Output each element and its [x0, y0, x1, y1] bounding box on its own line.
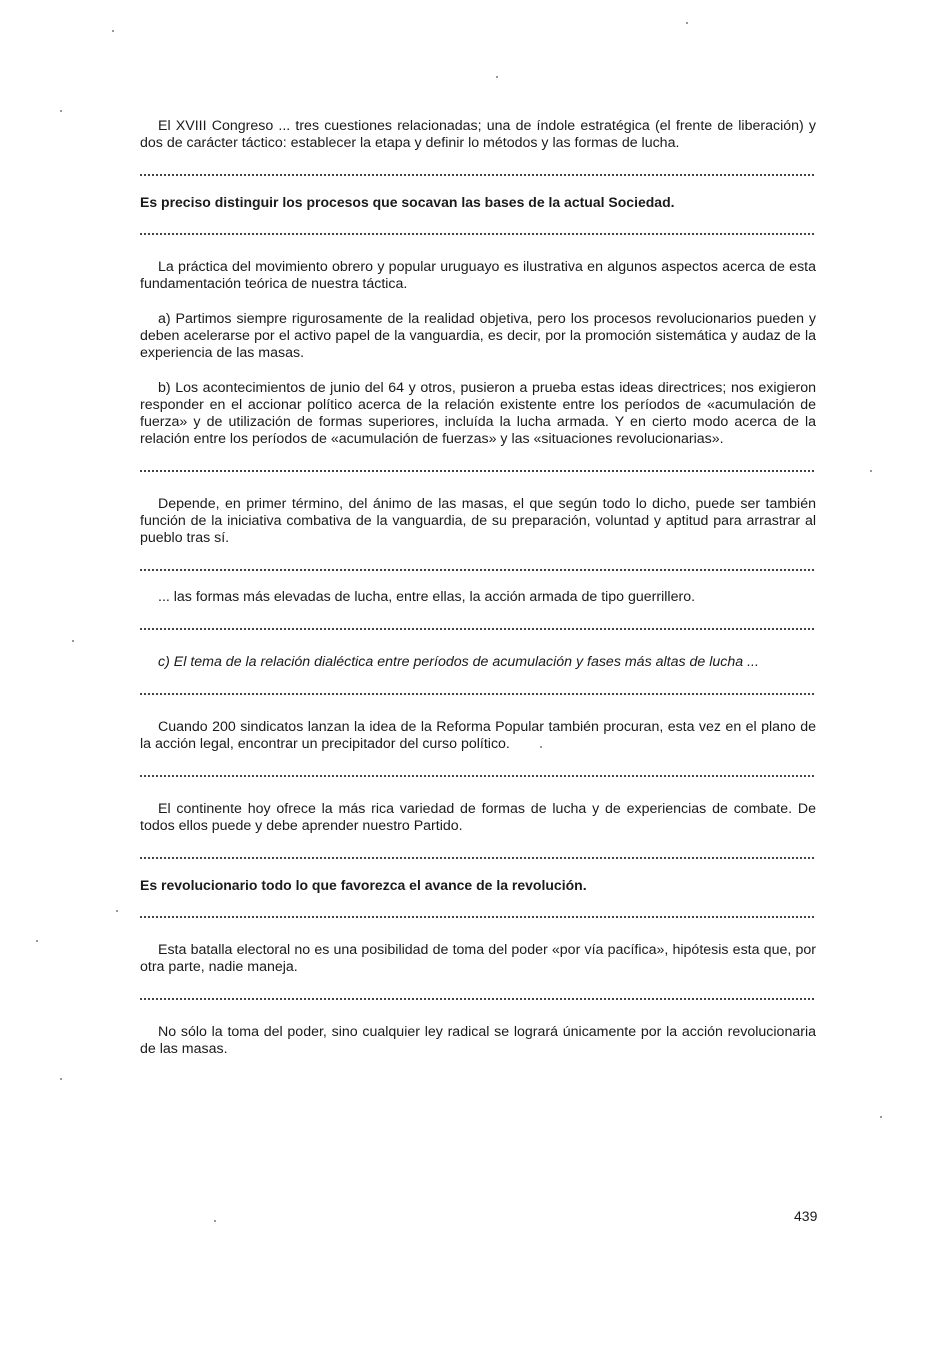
paragraph-batalla-electoral: Esta batalla electoral no es una posibilidad de toma del poder «por vía pacífica», hipótesis esta que, por otra parte, nadie maneja. [140, 942, 816, 975]
paragraph-xviii-congreso: El XVIII Congreso ... tres cuestiones relacionadas; una de índole estratégica (el frente de liberación) y dos de carácter táctico: establecer la etapa y definir lo métodos y las formas de lucha. [140, 118, 816, 151]
scan-speck [870, 470, 872, 472]
scan-speck [214, 1220, 216, 1222]
ellipsis-divider [140, 847, 814, 859]
paragraph-practica-movimiento: La práctica del movimiento obrero y popular uruguayo es ilustrativa en algunos aspectos acerca de esta fundamentación teórica de nuestra táctica. [140, 259, 816, 292]
paragraph-toma-del-poder: No sólo la toma del poder, sino cualquier ley radical se logrará únicamente por la acción revolucionaria de las masas. [140, 1024, 816, 1057]
page-number: 439 [794, 1208, 818, 1224]
text-column [140, 118, 816, 1058]
scan-speck [116, 910, 118, 912]
ellipsis-divider [140, 559, 814, 571]
scan-speck [60, 110, 62, 112]
scan-speck [540, 746, 542, 748]
ellipsis-divider [140, 164, 814, 176]
scan-speck [686, 22, 688, 24]
scan-speck [36, 940, 38, 942]
scan-speck [880, 1116, 882, 1118]
scan-speck [60, 1078, 62, 1080]
heading-distinguir-procesos: Es preciso distinguir los procesos que socavan las bases de la actual Sociedad. [140, 194, 675, 210]
scan-speck [496, 76, 498, 78]
paragraph-point-b: b) Los acontecimientos de junio del 64 y otros, pusieron a prueba estas ideas directrices; nos exigieron responder en el accionar político acerca de la relación existente entre los períodos de «acumulación de fuerza» y de utilización de formas superiores, incluída la lucha armada. Y en cierto modo acerca de la relación entre los períodos de «acumulación de fuerzas» y las «situaciones revolucionarias». [140, 380, 816, 447]
ellipsis-divider [140, 906, 814, 918]
ellipsis-divider [140, 618, 814, 630]
scan-speck [72, 640, 74, 642]
paragraph-formas-elevadas: ... las formas más elevadas de lucha, entre ellas, la acción armada de tipo guerrillero. [158, 589, 696, 605]
heading-es-revolucionario: Es revolucionario todo lo que favorezca el avance de la revolución. [140, 877, 587, 893]
ellipsis-divider [140, 223, 814, 235]
ellipsis-divider [140, 988, 814, 1000]
ellipsis-divider [140, 460, 814, 472]
paragraph-point-c: c) El tema de la relación dialéctica entre períodos de acumulación y fases más altas de lucha ... [158, 654, 759, 670]
paragraph-200-sindicatos: Cuando 200 sindicatos lanzan la idea de la Reforma Popular también procuran, esta vez en el plano de la acción legal, encontrar un precipitador del curso político. [140, 719, 816, 752]
ellipsis-divider [140, 765, 814, 777]
paragraph-depende: Depende, en primer término, del ánimo de las masas, el que según todo lo dicho, puede ser también función de la iniciativa combativa de la vanguardia, de su preparación, voluntad y aptitud para arrastrar al pueblo tras sí. [140, 496, 816, 546]
ellipsis-divider [140, 683, 814, 695]
paragraph-continente: El continente hoy ofrece la más rica variedad de formas de lucha y de experiencias de combate. De todos ellos puede y debe aprender nuestro Partido. [140, 801, 816, 834]
paragraph-point-a: a) Partimos siempre rigurosamente de la realidad objetiva, pero los procesos revolucionarios pueden y deben acelerarse por el activo papel de la vanguardia, es decir, por la promoción sistemática y audaz de la experiencia de las masas. [140, 311, 816, 361]
scan-speck [112, 30, 114, 32]
